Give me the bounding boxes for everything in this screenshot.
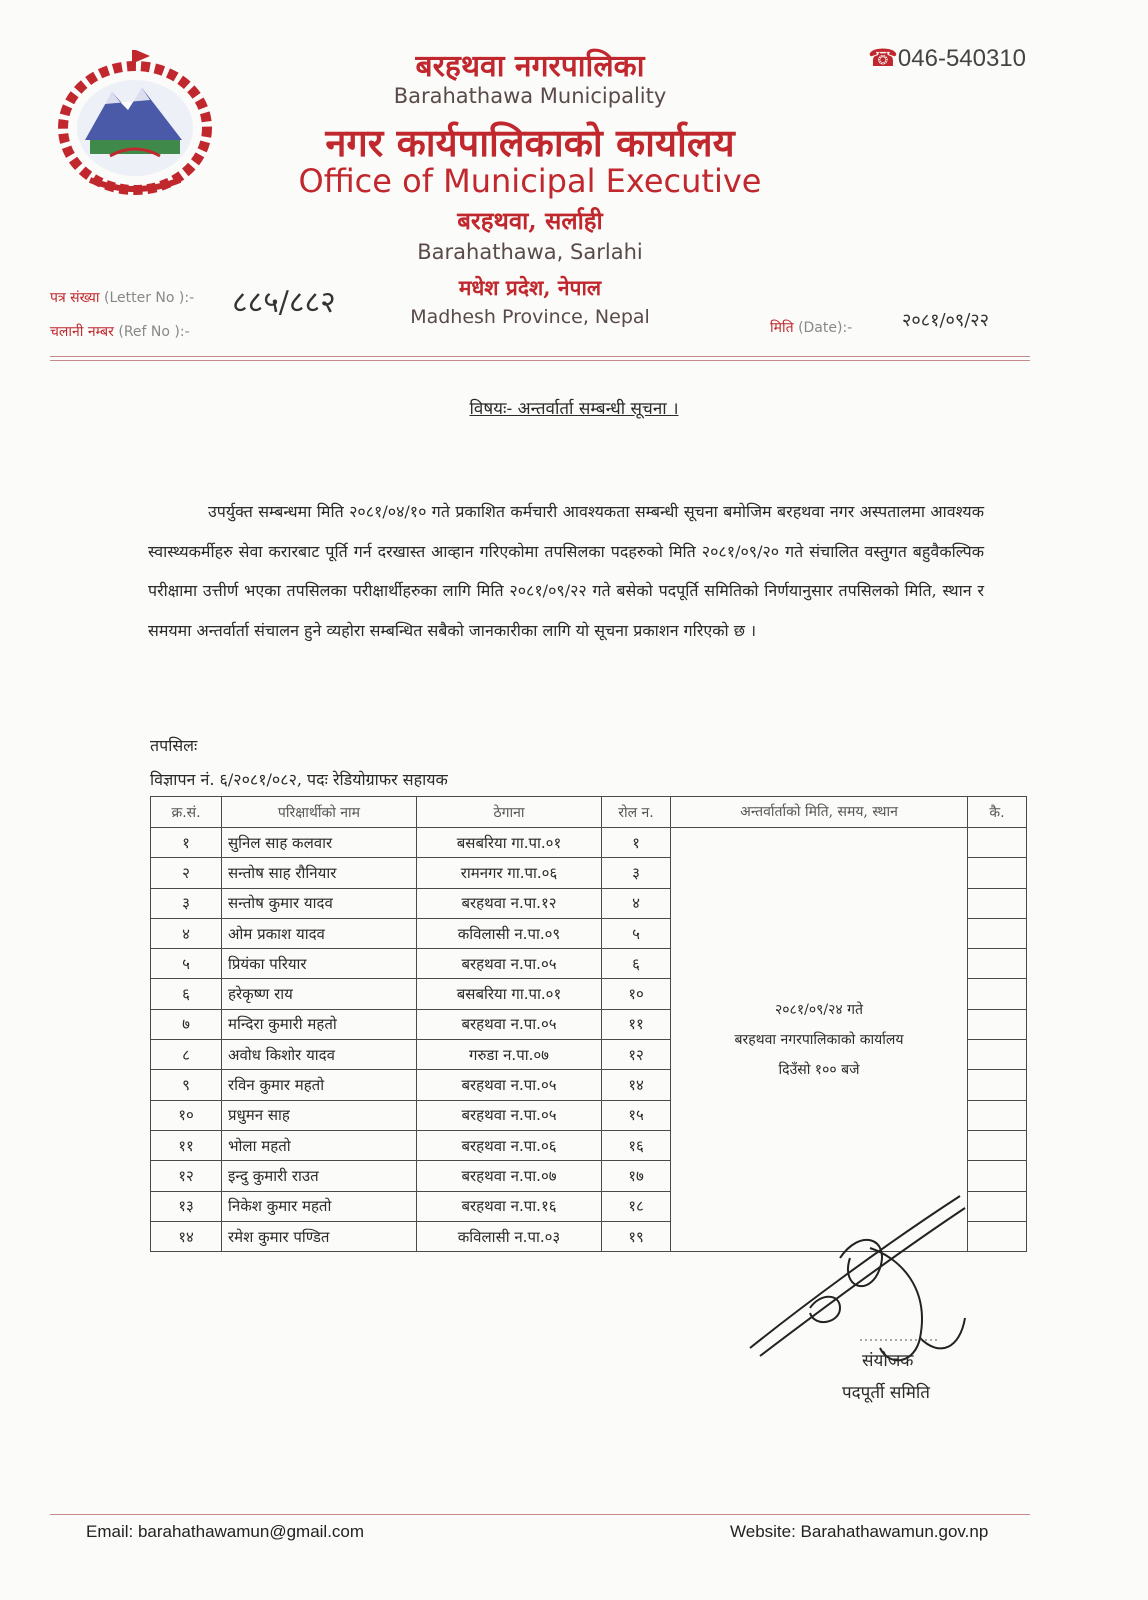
cell-address: बरहथवा न.पा.०५ bbox=[417, 949, 602, 979]
table-header-row bbox=[151, 797, 1027, 828]
office-name-ne: नगर कार्यपालिकाको कार्यालय bbox=[325, 120, 735, 165]
cell-sn: ५ bbox=[151, 949, 222, 979]
cell-remarks bbox=[968, 1161, 1027, 1191]
cell-name: हरेकृष्ण राय bbox=[222, 979, 417, 1009]
cell-remarks bbox=[968, 1130, 1027, 1160]
municipality-name-en: Barahathawa Municipality bbox=[393, 84, 667, 108]
cell-roll: १७ bbox=[602, 1161, 671, 1191]
cell-sn: १ bbox=[151, 828, 222, 858]
letter-no-value: ८८५/८८२ bbox=[232, 285, 336, 320]
notice-body: उपर्युक्त सम्बन्धमा मिति २०८१/०४/१० गते प्रकाशित कर्मचारी आवश्यकता सम्बन्धी सूचना बमोजिम बरहथवा नगर अस्पतालमा आवश्यक स्वास्थ्यकर्मीहरु सेवा करारबाट पूर्ति गर्न दरखास्त आव्हान गरिएकोमा तपसिलका पदहरुको मिति २०८१/०९/२० गते संचालित वस्तुगत बहुवैकल्पिक परीक्षामा उत्तीर्ण भएका तपसिलका परीक्षार्थीहरुका लागि मिति २०८१/०९/२२ गते बसेको पदपूर्ति समितिको निर्णयानुसार तपसिलको मिति, स्थान र समयमा अन्तर्वार्ता संचालन हुने व्यहोरा सम्बन्धित सबैको जानकारीका लागि यो सूचना प्रकाशन गरिएको छ । bbox=[148, 502, 984, 640]
phone-number: ☎046-540310 bbox=[868, 45, 1027, 72]
cell-address: बरहथवा न.पा.०६ bbox=[417, 1130, 602, 1160]
cell-address: बरहथवा न.पा.१६ bbox=[417, 1191, 602, 1221]
cell-sn: ३ bbox=[151, 888, 222, 918]
cell-remarks bbox=[968, 1070, 1027, 1100]
cell-name: सन्तोष कुमार यादव bbox=[222, 888, 417, 918]
letter-no-label: पत्र संख्या (Letter No ):- bbox=[50, 290, 195, 306]
cell-address: बरहथवा न.पा.०७ bbox=[417, 1161, 602, 1191]
candidate-table bbox=[150, 796, 1027, 1252]
footer-website: Website: Barahathawamun.gov.np bbox=[730, 1522, 989, 1541]
cell-name: निकेश कुमार महतो bbox=[222, 1191, 417, 1221]
cell-name: सन्तोष साह रौनियार bbox=[222, 858, 417, 888]
col-name: परिक्षार्थीको नाम bbox=[222, 797, 417, 828]
interview-interview-line2: बरहथवा नगरपालिकाको कार्यालय bbox=[734, 1031, 904, 1048]
cell-sn: ८ bbox=[151, 1040, 222, 1070]
table-row bbox=[151, 828, 1027, 858]
cell-sn: ६ bbox=[151, 979, 222, 1009]
cell-sn: ९ bbox=[151, 1070, 222, 1100]
cell-remarks bbox=[968, 888, 1027, 918]
footer-divider bbox=[50, 1514, 1030, 1515]
office-name-en: Office of Municipal Executive bbox=[298, 162, 762, 200]
date-value: २०८१/०९/२२ bbox=[902, 310, 990, 331]
footer-email: Email: barahathawamun@gmail.com bbox=[86, 1522, 365, 1541]
date-label: मिति (Date):- bbox=[770, 320, 853, 336]
cell-roll: १४ bbox=[602, 1070, 671, 1100]
phone-icon: ☎ bbox=[868, 45, 898, 72]
cell-sn: ७ bbox=[151, 1009, 222, 1039]
cell-sn: ११ bbox=[151, 1130, 222, 1160]
cell-remarks bbox=[968, 979, 1027, 1009]
col-roll: रोल न. bbox=[602, 797, 671, 828]
cell-roll: ४ bbox=[602, 888, 671, 918]
cell-remarks bbox=[968, 918, 1027, 948]
interview-interview-line3: दिउँसो १०० बजे bbox=[778, 1061, 860, 1078]
nepal-emblem-icon bbox=[50, 48, 220, 198]
cell-remarks bbox=[968, 1100, 1027, 1130]
cell-name: सुनिल साह कलवार bbox=[222, 828, 417, 858]
cell-remarks bbox=[968, 828, 1027, 858]
col-sn: क्र.सं. bbox=[151, 797, 222, 828]
col-remarks: कै. bbox=[968, 797, 1027, 828]
cell-roll: ६ bbox=[602, 949, 671, 979]
cell-address: गरुडा न.पा.०७ bbox=[417, 1040, 602, 1070]
cell-address: कविलासी न.पा.०९ bbox=[417, 918, 602, 948]
cell-name: प्रियंका परियार bbox=[222, 949, 417, 979]
cell-sn: ४ bbox=[151, 918, 222, 948]
cell-roll: ३ bbox=[602, 858, 671, 888]
cell-address: बसबरिया गा.पा.०१ bbox=[417, 979, 602, 1009]
cell-roll: १६ bbox=[602, 1130, 671, 1160]
cell-name: ओम प्रकाश यादव bbox=[222, 918, 417, 948]
coordinator-label: संयोजक bbox=[862, 1351, 914, 1371]
cell-roll: १२ bbox=[602, 1040, 671, 1070]
cell-address: रामनगर गा.पा.०६ bbox=[417, 858, 602, 888]
cell-roll: १५ bbox=[602, 1100, 671, 1130]
cell-roll: ५ bbox=[602, 918, 671, 948]
province-ne: मधेश प्रदेश, नेपाल bbox=[458, 275, 602, 300]
cell-sn: १२ bbox=[151, 1161, 222, 1191]
province-en: Madhesh Province, Nepal bbox=[410, 306, 650, 328]
cell-roll: १८ bbox=[602, 1191, 671, 1221]
municipality-name-ne: बरहथवा नगरपालिका bbox=[415, 49, 645, 84]
cell-name: भोला महतो bbox=[222, 1130, 417, 1160]
cell-name: प्रधुमन साह bbox=[222, 1100, 417, 1130]
cell-roll: १ bbox=[602, 828, 671, 858]
cell-address: बरहथवा न.पा.०५ bbox=[417, 1100, 602, 1130]
cell-sn: १४ bbox=[151, 1221, 222, 1251]
committee-label: पदपूर्ती समिति bbox=[842, 1383, 930, 1403]
cell-sn: २ bbox=[151, 858, 222, 888]
interview-interview-line1: २०८१/०९/२४ गते bbox=[775, 1001, 863, 1018]
subject-line: विषयः- अन्तर्वार्ता सम्बन्धी सूचना । bbox=[469, 399, 679, 419]
place-ne: बरहथवा, सर्लाही bbox=[457, 206, 603, 235]
tapsil-label: तपसिलः bbox=[150, 736, 198, 755]
cell-name: रविन कुमार महतो bbox=[222, 1070, 417, 1100]
cell-sn: १० bbox=[151, 1100, 222, 1130]
cell-roll: १९ bbox=[602, 1221, 671, 1251]
cell-name: मन्दिरा कुमारी महतो bbox=[222, 1009, 417, 1039]
ref-no-label: चलानी नम्बर (Ref No ):- bbox=[50, 324, 190, 340]
col-interview: अन्तर्वार्ताको मिति, समय, स्थान bbox=[671, 797, 968, 828]
cell-address: बरहथवा न.पा.०५ bbox=[417, 1070, 602, 1100]
cell-roll: ११ bbox=[602, 1009, 671, 1039]
cell-name: इन्दु कुमारी राउत bbox=[222, 1161, 417, 1191]
header-divider-2 bbox=[50, 360, 1030, 361]
cell-remarks bbox=[968, 1009, 1027, 1039]
col-address: ठेगाना bbox=[417, 797, 602, 828]
cell-remarks bbox=[968, 1040, 1027, 1070]
header-divider bbox=[50, 356, 1030, 357]
cell-address: बरहथवा न.पा.०५ bbox=[417, 1009, 602, 1039]
cell-address: बरहथवा न.पा.१२ bbox=[417, 888, 602, 918]
cell-sn: १३ bbox=[151, 1191, 222, 1221]
cell-address: कविलासी न.पा.०३ bbox=[417, 1221, 602, 1251]
place-en: Barahathawa, Sarlahi bbox=[417, 240, 643, 264]
cell-name: अवोध किशोर यादव bbox=[222, 1040, 417, 1070]
cell-remarks bbox=[968, 949, 1027, 979]
cell-roll: १० bbox=[602, 979, 671, 1009]
cell-name: रमेश कुमार पण्डित bbox=[222, 1221, 417, 1251]
cell-address: बसबरिया गा.पा.०१ bbox=[417, 828, 602, 858]
cell-remarks bbox=[968, 858, 1027, 888]
advertisement-line: विज्ञापन नं. ६/२०८१/०८२, पदः रेडियोग्राफर सहायक bbox=[150, 770, 448, 789]
signature-mark bbox=[740, 1188, 980, 1378]
